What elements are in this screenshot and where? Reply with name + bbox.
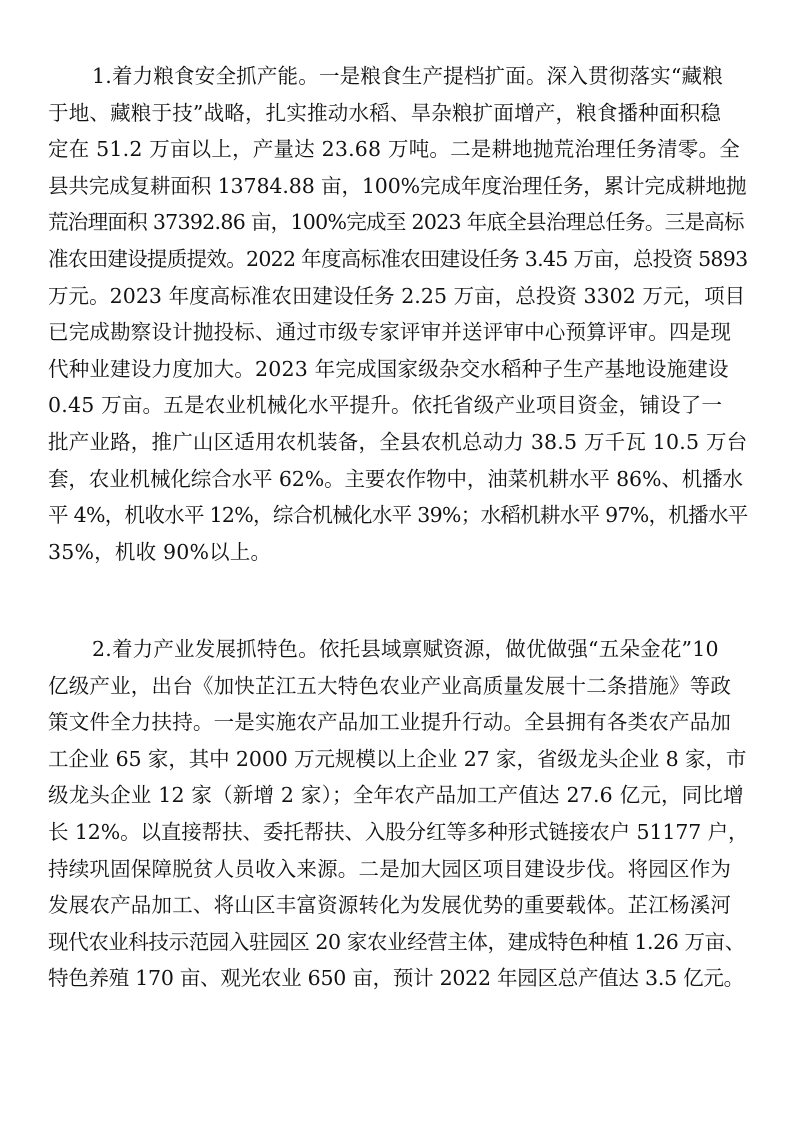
text-line: 套，农业机械化综合水平 62%。主要农作物中，油菜机耕水平 86%、机播水 [48, 466, 743, 491]
text-line: 亿级产业，出台《加快芷江五大特色农业产业高质量发展十二条措施》等政 [48, 673, 732, 698]
text-line: 特色养殖 170 亩、观光农业 650 亩，预计 2022 年园区总产值达 3.5 亿元。 [48, 966, 744, 991]
text-line: 已完成勘察设计抛投标、通过市级专家评审并送评审中心预算评审。四是现 [48, 320, 732, 345]
text-line: 2.着力产业发展抓特色。依托县域禀赋资源，做优做强“五朵金花”10 [92, 637, 719, 661]
text-line: 现代农业科技示范园入驻园区 20 家农业经营主体，建成特色种植 1.26 万亩、 [48, 929, 745, 954]
paragraph-industry-development [48, 631, 748, 997]
text-line: 万元。2023 年度高标准农田建设任务 2.25 万亩，总投资 3302 万元，项目 [48, 283, 746, 308]
text-line: 代种业建设力度加大。2023 年完成国家级杂交水稻种子生产基地设施建设 [48, 356, 729, 381]
text-line: 平 4%，机收水平 12%，综合机械化水平 39%；水稻机耕水平 97%，机播水平 [48, 503, 748, 528]
text-line: 准农田建设提质提效。2022 年度高标准农田建设任务 3.45 万亩，总投资 5893 [48, 246, 748, 271]
text-line: 35%，机收 90%以上。 [48, 539, 272, 564]
text-line: 级龙头企业 12 家（新增 2 家）；全年农产品加工产值达 27.6 亿元，同比增 [48, 783, 744, 808]
text-line: 持续巩固保障脱贫人员收入来源。二是加大园区项目建设步伐。将园区作为 [48, 856, 732, 881]
text-line: 荒治理面积 37392.86 亩，100%完成至 2023 年底全县治理总任务。三是高标 [48, 210, 744, 235]
text-line: 定在 51.2 万亩以上，产量达 23.68 万吨。二是耕地抛荒治理任务清零。全 [48, 137, 740, 162]
text-line: 工企业 65 家，其中 2000 万元规模以上企业 27 家，省级龙头企业 8 家，市 [48, 746, 747, 771]
paragraph-grain-security [48, 58, 748, 570]
text-line: 0.45 万亩。五是农业机械化水平提升。依托省级产业项目资金，铺设了一 [48, 393, 723, 418]
text-line: 批产业路，推广山区适用农机装备，全县农机总动力 38.5 万千瓦 10.5 万台 [48, 429, 748, 454]
text-line: 发展农产品加工、将山区丰富资源转化为发展优势的重要载体。芷江杨溪河 [48, 893, 732, 918]
text-line: 县共完成复耕面积 13784.88 亩，100%完成年度治理任务，累计完成耕地抛 [48, 173, 747, 198]
text-line: 长 12%。以直接帮扶、委托帮扶、入股分红等多种形式链接农户 51177 户， [48, 819, 749, 844]
text-line: 1.着力粮食安全抓产能。一是粮食生产提档扩面。深入贯彻落实“藏粮 [92, 64, 723, 88]
text-line: 于地、藏粮于技”战略，扎实推动水稻、旱杂粮扩面增产，粮食播种面积稳 [48, 100, 722, 125]
text-line: 策文件全力扶持。一是实施农产品加工业提升行动。全县拥有各类农产品加 [48, 710, 732, 735]
